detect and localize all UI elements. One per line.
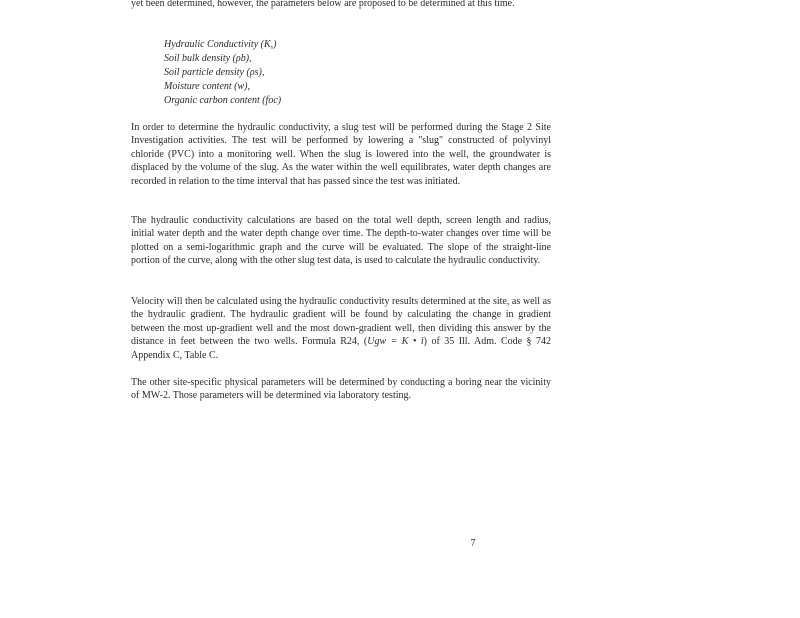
paragraph-velocity xyxy=(131,295,551,362)
parameter-list xyxy=(164,38,281,108)
page-number: 7 xyxy=(470,538,476,549)
velocity-text: Velocity will then be calculated using the hydraulic conductivity results determined at the site, as well as the hydraulic gradient. The hydraulic gradient will be found by calculating the change in gradient between the most up-gradient well and the most down-gradient well, then dividing this answer by the distance in feet between the two wells. Formula R24, ( xyxy=(131,296,551,348)
parameter-item: Moisture content (w), xyxy=(164,81,251,92)
velocity-tail: ) of 35 Ill. Adm. Code § 742 Appendix C, Table C. xyxy=(131,336,551,361)
parameter-item: Organic carbon content (foc) xyxy=(164,95,282,106)
paragraph-calculations: The hydraulic conductivity calculations are based on the total well depth, screen length and radius, initial water depth and the water depth change over time. The depth-to-water changes over time will be plotted on a semi-logarithmic graph and the curve will be evaluated. The slope of the straight-line portion of the curve, along with the other slug test data, is used to calculate the hydraulic conductivity. xyxy=(131,215,551,267)
parameter-item: Soil bulk density (ρb), xyxy=(164,53,252,64)
parameter-item: Soil particle density (ρs), xyxy=(164,67,265,78)
velocity-formula: Ugw = K • i xyxy=(367,336,424,348)
paragraph-slug-test: In order to determine the hydraulic conductivity, a slug test will be performed during the Stage 2 Site Investigation activities. The test will be performed by lowering a "slug" constructed of polyvinyl chloride (PVC) into a monitoring well. When the slug is lowered into the well, the groundwater is displaced by the volume of the slug. As the water within the well equilibrates, water depth changes are recorded in relation to the time interval that has passed since the test was initiated. xyxy=(131,122,551,187)
paragraph-other-parameters: The other site-specific physical parameters will be determined by conducting a boring near the vicinity of MW-2. Those parameters will be determined via laboratory testing. xyxy=(131,377,551,402)
parameter-item: Hydraulic Conductivity (K,) xyxy=(164,39,277,50)
intro-text: yet been determined, however, the parameters below are proposed to be determined at this time. xyxy=(131,0,515,9)
